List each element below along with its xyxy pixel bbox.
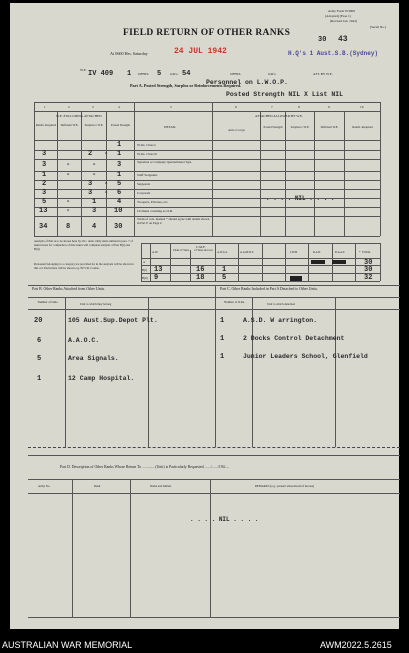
- row-cell: 5: [117, 180, 122, 188]
- detail-label: Troopers, Privates, etc.: [137, 200, 169, 204]
- table-a-top: [34, 102, 380, 103]
- att-label: ATT. BY W.E.: [313, 72, 333, 76]
- colnum-5: 5: [170, 105, 172, 109]
- b-row-unit: 105 Aust.Sup.Depot Plt.: [68, 317, 158, 324]
- table-a-bottom: [34, 236, 380, 237]
- row-cell: 3: [42, 161, 47, 169]
- form-adopted: (Adopted) (Fsae 1): [325, 14, 351, 18]
- colnum-7: 7: [271, 105, 273, 109]
- analysis-row-label: B(ii): [142, 276, 148, 280]
- redaction-block: [290, 276, 302, 281]
- detail-label: Staff Sergeants: [137, 173, 158, 177]
- colnum-10: 10: [360, 105, 364, 109]
- ors-label: O.R's.: [170, 72, 179, 76]
- analysis-instructions: Analysis of Part A to be shown here by O.C. units. Only units entitled in para. 7 of instructions for completion of this return will complete analysis of Part B(i) and B(ii).: [34, 239, 133, 251]
- row-cell: 30: [114, 223, 123, 231]
- head-r-reinfs: Reinfs. Required: [352, 125, 373, 129]
- b-row-unit: A.A.O.C.: [68, 337, 100, 344]
- head-deficient: Deficient W.E.: [60, 123, 79, 127]
- row-cell: 10: [114, 207, 123, 215]
- c-row-num: 1: [220, 317, 225, 325]
- row-cell: 3: [92, 207, 97, 215]
- footer-accession: AWM2022.5.2615: [320, 640, 392, 650]
- head-21over: 21 Years and over: [194, 249, 213, 252]
- row-cell: 1: [117, 141, 122, 149]
- row-cell: -: [66, 161, 71, 169]
- head-aamws: A.A.M.W.S.: [240, 251, 254, 254]
- archive-footer: [0, 640, 409, 653]
- row-cell: 6: [117, 189, 122, 197]
- form-revised: (Revised Jan. 1942): [330, 19, 358, 23]
- detail-label: W.Os. Class II.: [137, 152, 158, 156]
- c-row-unit: Junior Leaders School, Glenfield: [243, 353, 368, 360]
- analysis-cell: 18: [196, 274, 205, 282]
- analysis-cell: 30: [364, 266, 373, 274]
- form-page: [10, 3, 399, 629]
- row-cell: 1: [42, 171, 47, 179]
- row-cell: -: [104, 189, 109, 197]
- detail-header: DETAIL: [164, 125, 176, 129]
- form-number: Army Form W3009: [328, 9, 355, 13]
- at-time-label: At 0600 Hrs. Saturday: [110, 51, 148, 56]
- c-row-unit: A.S.D. W arrington.: [243, 317, 318, 324]
- row-cell: -: [92, 161, 97, 169]
- b-row-unit: Area Signals.: [68, 355, 119, 362]
- row-cell: 2: [42, 180, 47, 188]
- row-cell: 3: [117, 161, 122, 169]
- offrs2-label: OFFRS.: [230, 72, 242, 76]
- colnum-3: 3: [92, 105, 94, 109]
- serial-number: 30: [318, 36, 327, 44]
- ors-value: 54: [182, 70, 191, 78]
- analysis-row-label: A: [143, 260, 146, 264]
- head-civb: CIV.B.: [290, 251, 298, 254]
- redaction-block: [332, 260, 346, 264]
- b-row-num: 6: [37, 337, 42, 345]
- analysis-cell: 16: [196, 266, 205, 274]
- head-surplus: Surplus to W.E.: [84, 123, 104, 127]
- row-cell: 1: [117, 171, 122, 179]
- c-row-unit: 2 Docks Control Detachment: [243, 335, 345, 342]
- head-raaf: R.A.A.F.: [335, 251, 346, 254]
- attached-allowed-header: ATTACHED ALLOWED BY W.E.: [255, 114, 303, 118]
- c-row-num: 1: [220, 353, 225, 361]
- ors2-label: O.R's.: [268, 72, 277, 76]
- attached-nil: . . . . NIL . . . .: [266, 195, 335, 202]
- d-head-army-no: Army No.: [38, 484, 51, 488]
- analysis-cell: 5: [222, 274, 227, 282]
- analysis-cell: 30: [364, 259, 373, 267]
- analysis-cell: 1: [222, 266, 227, 274]
- head-awas: A.W.A.S.: [217, 251, 228, 254]
- row-cell: -: [66, 198, 71, 206]
- offrs-label: OFFRS.: [138, 72, 150, 76]
- analysis-cell: 32: [364, 274, 373, 282]
- colnum-4: 4: [118, 105, 120, 109]
- offrs-value: 5: [157, 70, 162, 78]
- unit-name: H.Q's 1 Aust.S.B.(Sydney): [288, 50, 379, 57]
- detail-label: Civilians counting as O.R.: [137, 209, 173, 213]
- colnum-8: 8: [298, 105, 300, 109]
- head-ran: R.A.N.: [313, 251, 322, 254]
- row-cell: 4: [117, 198, 122, 206]
- cmf-label: C.M.F.: [196, 245, 206, 249]
- we-excluding-header: W.E. EXCLUDING ATTACHED: [56, 114, 102, 118]
- part-b-title: Part B. Other Ranks Attached from Other Units.: [32, 287, 106, 291]
- part-d-title: Part D. Description of Other Ranks Whose Return To ............. (Unit) is Particularly Requested. ....../....../194.....: [60, 465, 230, 469]
- head-r-deficient: Deficient W.E.: [320, 125, 339, 129]
- analysis-row-label: B(i): [142, 268, 147, 272]
- serial-number-2: 43: [338, 35, 348, 44]
- d-head-name: Name and Initials: [150, 484, 172, 488]
- head-arm: Arm or Corps: [228, 128, 245, 132]
- head-aif: A.I.F.: [152, 251, 159, 254]
- personnel-line: Personnel on L.W.O.P.: [206, 79, 288, 86]
- head-r-posted: Posted Strength: [263, 125, 283, 129]
- we-value: IV 409: [88, 70, 114, 78]
- row-cell: 3: [42, 189, 47, 197]
- row-cell: 3: [42, 150, 47, 158]
- colnum-2: 2: [68, 105, 70, 109]
- head-under21: Under 21 Years: [172, 249, 190, 252]
- b-row-num: 1: [37, 375, 42, 383]
- head-r-surplus: Surplus to W.E.: [290, 125, 310, 129]
- row-cell: 8: [66, 223, 71, 231]
- row-cell: -: [92, 171, 97, 179]
- part-a-title: Part A. Posted Strength, Surplus or Reinforcements Required.: [130, 83, 242, 88]
- row-cell: 34: [39, 223, 48, 231]
- we-label: W.E.: [80, 68, 87, 72]
- detail-label: W.Os. Class I.: [137, 143, 157, 147]
- c-row-num: 1: [220, 335, 225, 343]
- row-cell: 3: [88, 180, 93, 188]
- b-row-unit: 12 Camp Hospital.: [68, 375, 135, 382]
- row-cell: -: [66, 171, 71, 179]
- form-title: FIELD RETURN OF OTHER RANKS: [123, 28, 291, 38]
- colnum-1: 1: [44, 105, 46, 109]
- totals-label: Totals of cols. marked * should agree with details shown in Part E on Page 2.: [137, 217, 210, 225]
- colnum-6: 6: [235, 105, 237, 109]
- row-cell: -: [104, 150, 109, 158]
- head-posted: Posted Strength: [111, 123, 130, 127]
- we-value-1: 1: [127, 70, 132, 78]
- row-cell: -: [104, 180, 109, 188]
- row-cell: 1: [117, 150, 122, 158]
- row-cell: -: [66, 207, 71, 215]
- posted-strength-line: Posted Strength NIL X List NIL: [226, 91, 344, 98]
- table-a-head-bottom: [34, 140, 380, 141]
- detail-label: Squadron or Company Quartermaster Sgts.: [137, 160, 192, 164]
- row-cell: 3: [88, 189, 93, 197]
- part-d-nil: . . . . NIL . . . .: [190, 516, 259, 523]
- row-cell: 5: [42, 198, 47, 206]
- analysis-cell: 9: [154, 274, 159, 282]
- row-cell: 4: [92, 223, 97, 231]
- d-head-rank: Rank: [94, 484, 101, 488]
- head-star: *: [359, 251, 361, 254]
- c-head-num: Number of O.Rs.: [224, 300, 245, 304]
- head-total: TOTAL: [362, 251, 371, 254]
- redaction-block: [311, 260, 325, 264]
- c-head-unit: Unit to which detached: [267, 302, 295, 306]
- b-row-num: 20: [34, 317, 43, 325]
- date-stamp: 24 JUL 1942: [174, 47, 227, 56]
- colnum-9: 9: [328, 105, 330, 109]
- d-head-remarks: REMARKS (e.g., present whereabouts if known): [255, 484, 315, 488]
- b-head-num: Number of O.Rs.: [37, 300, 59, 304]
- part-c-title: Part C. Other Ranks Included in Part A Detached to Other Units.: [220, 287, 318, 291]
- table-a-colnums-bottom: [34, 111, 380, 112]
- detail-label: Corporals: [137, 191, 151, 195]
- analysis-note: Personnel belonging to a category not provided for in the analysis will be shown in this col. Particulars will be shown e.g. 80 V.D. Course.: [34, 262, 134, 270]
- serial-label: (Serial No.): [370, 25, 387, 29]
- row-cell: 2: [88, 150, 93, 158]
- row-cell: 13: [39, 207, 48, 215]
- detail-label: Sergeants: [137, 182, 151, 186]
- footer-institution: AUSTRALIAN WAR MEMORIAL: [2, 640, 133, 650]
- page-fold-line: [28, 447, 400, 448]
- analysis-cell: 13: [154, 266, 163, 274]
- head-reinfs: Reinfs. Required: [35, 123, 57, 127]
- b-row-num: 5: [37, 355, 42, 363]
- b-head-unit: Unit to which they belong: [80, 302, 112, 306]
- row-cell: 1: [92, 198, 97, 206]
